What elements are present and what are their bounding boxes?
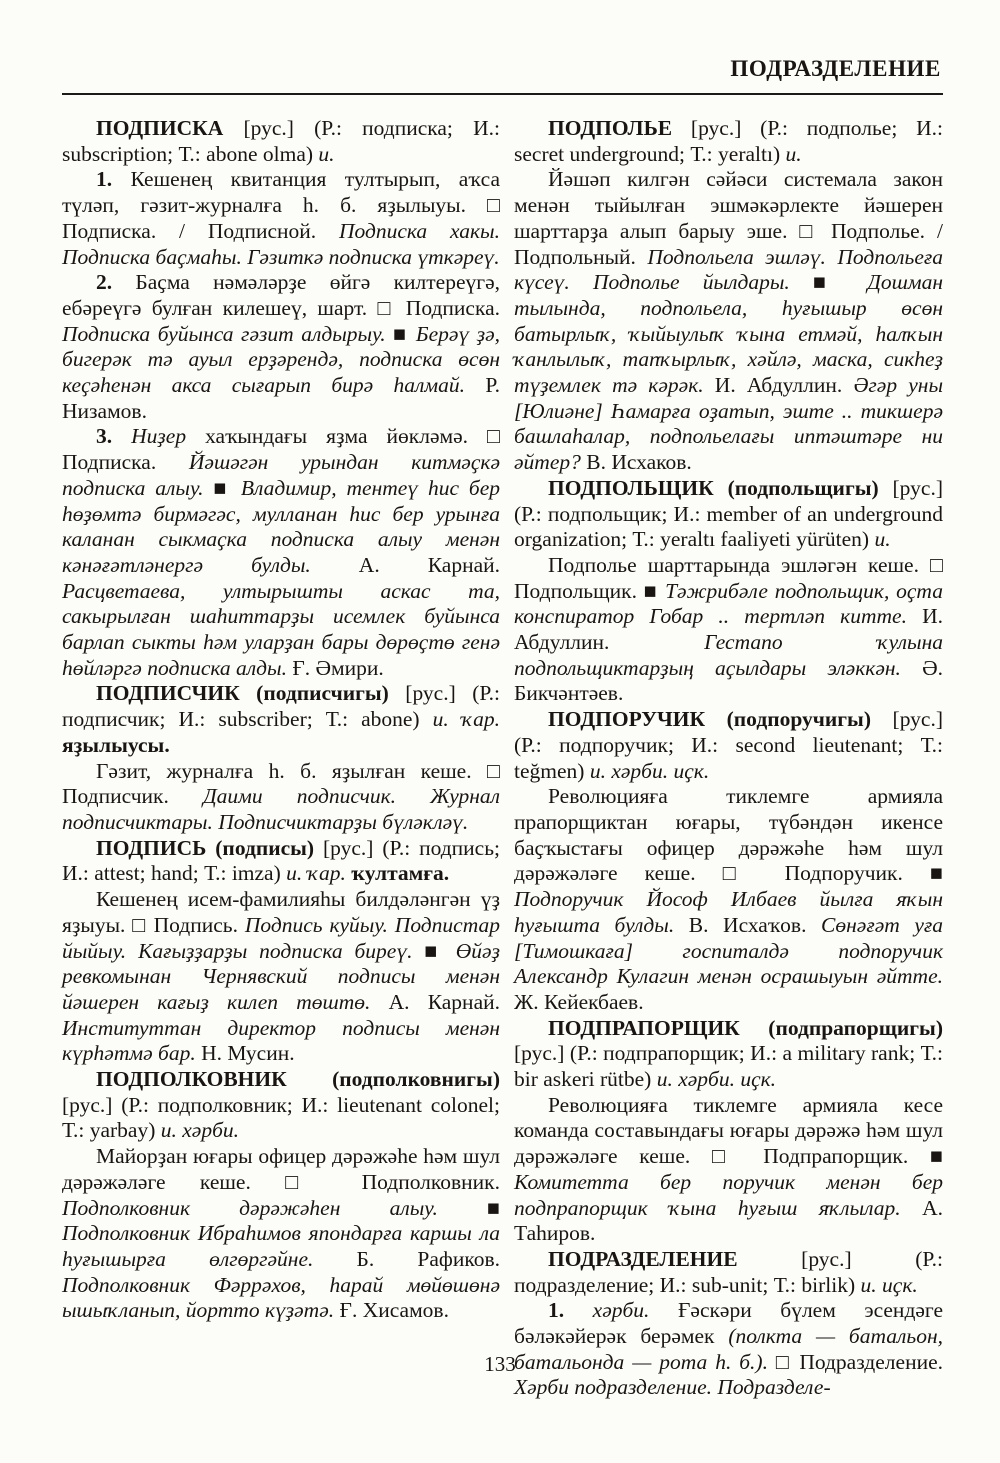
text-segment: ПОДПОРУЧИК (подпоручигы) bbox=[548, 707, 871, 732]
text-segment: ■ bbox=[437, 1195, 500, 1220]
text-segment: яҙылыусы. bbox=[62, 732, 170, 757]
text-segment: В. Исхаҡов. bbox=[674, 912, 822, 937]
text-segment: Институттан директор подписы менән күрһәтмә бар. bbox=[62, 1015, 500, 1066]
text-segment: Кешенең квитанция тултырып, аҡса түләп, гәзит-журналға һ. б. яҙылыуы. □ Подписка. / Подписной. bbox=[62, 167, 500, 243]
text-segment: Ғ. Әмири. bbox=[286, 655, 384, 680]
text-segment: ҡултамға. bbox=[345, 861, 450, 886]
text-segment: И. Абдуллин. bbox=[514, 604, 943, 655]
text-segment: ■ bbox=[385, 321, 416, 346]
text-segment: ПОДПОЛЬЩИК (подпольщигы) bbox=[548, 475, 879, 500]
text-segment: ПОДПОЛЬЕ bbox=[548, 116, 673, 140]
text-segment: хаҡындағы яҙма йөкләмә. □ Подписка. bbox=[62, 424, 500, 475]
text-segment: [рус.] (Р.: подпоручик; И.: second lieutenant; Т.: teğmen) bbox=[514, 707, 943, 783]
text-segment: Подполье шарттарында эшләгән кеше. □ Подпольщик. ■ bbox=[514, 552, 943, 603]
text-segment: хәрби. bbox=[564, 1298, 650, 1323]
text-segment: Йәшәп килгән сәйәси системала закон менән тыйылған эшмәкәрлекте йәшерен шарттарҙа алып барыу эше. □ Подполье. / Подпольный. bbox=[514, 167, 943, 269]
text-segment: Берәү ҙә, бигерәк тә ауыл ерҙәрендә, подписка өсөн кеҫәһенән акса сығарып бирә һалмай. bbox=[62, 321, 501, 398]
text-segment: А. Карнай. bbox=[370, 989, 500, 1014]
text-segment: [рус.] (Р.: подпольщик; И.: member of an underground organization; Т.: yeraltı faaliyeti yürüten) bbox=[514, 475, 943, 552]
text-segment: И. Абдуллин. bbox=[703, 373, 854, 398]
text-segment: Н. Мусин. bbox=[195, 1041, 295, 1066]
text-segment: Подполковник дәрәжәһен алыу. bbox=[62, 1195, 438, 1220]
text-segment: Гәзит, журналға һ. б. яҙылған кеше. □ Подписчик. bbox=[62, 758, 500, 809]
entry-headword-paragraph bbox=[62, 681, 500, 758]
text-segment: ПОДПОЛКОВНИК (подполковнигы) bbox=[96, 1067, 500, 1092]
text-segment: Ж. Кейекбаев. bbox=[514, 989, 644, 1014]
header-rule bbox=[62, 93, 943, 95]
left-column bbox=[62, 116, 500, 1401]
entry-headword-paragraph bbox=[514, 1016, 943, 1093]
text-segment: Дошман тылында, подпольела, һуғышыр өсөн батырлыҡ, ҡыйыулыҡ ҡына етмәй, һалҡын ҡанлылыҡ, тапҡырлыҡ, хәйлә, маска, сикһеҙ түҙемлек тә кәрәк. bbox=[514, 270, 943, 398]
text-segment: ■ bbox=[203, 475, 241, 500]
guide-word: ПОДРАЗДЕЛЕНИЕ bbox=[730, 56, 941, 81]
body-paragraph bbox=[62, 167, 500, 270]
text-segment: и. ҡар. bbox=[286, 861, 346, 886]
text-columns bbox=[62, 116, 943, 1401]
body-paragraph bbox=[62, 887, 500, 1067]
text-segment: Даими подписчик. Журнал подписчиктары. Подписчиктарҙы бүләкләү. bbox=[62, 784, 500, 834]
text-segment: А. Таһиров. bbox=[514, 1195, 943, 1246]
text-segment: Расцветаева, ултырышты аскас та, сакырылған шаһиттарҙы исемлек буйынса барлап сыкты һәм уларҙан бары дөрөҫтө генә һөйләргә подписка алды. bbox=[62, 578, 500, 680]
entry-headword-paragraph bbox=[514, 116, 943, 167]
text-segment: Сөнәғәт уға [Тимошкаға] госпиталдә подпоручик Александр Кулагин менән осрашыуын әйтте. bbox=[514, 912, 943, 989]
text-segment: Революцияға тиклемге армияла прапорщиктан юғары, түбәндән икенсе баҫҡыстағы офицер дәрәжәһе һәм шул дәрәжәләге кеше. □ Подпоручик. ■ bbox=[514, 784, 943, 886]
body-paragraph bbox=[514, 1093, 943, 1247]
text-segment: Ғәскәри бүлем эсендәге бәләкәйерәк берәмек bbox=[514, 1298, 943, 1349]
text-segment: Подписка хакы. Подписка баҫмаһы. Гәзиткә подписка үткәреү. bbox=[62, 218, 500, 269]
text-segment: Б. Рафиков. bbox=[313, 1246, 500, 1271]
body-paragraph bbox=[62, 1144, 500, 1324]
text-segment: А. Карнай. bbox=[310, 552, 500, 577]
text-segment: ПОДРАЗДЕЛЕНИЕ bbox=[548, 1246, 738, 1271]
body-paragraph bbox=[62, 270, 500, 424]
text-segment: [рус.] (Р.: подполковник; И.: lieutenant colonel; Т.: yarbay) bbox=[62, 1092, 500, 1143]
text-segment: Ғ. Хисамов. bbox=[334, 1298, 449, 1323]
text-segment: В. Исхаков. bbox=[580, 450, 692, 475]
text-segment: Баҫма нәмәләрҙе өйгә килтереүгә, ебәреүгә булған килешеү, шарт. □ Подписка. bbox=[62, 270, 500, 320]
text-segment: и. bbox=[785, 141, 802, 166]
text-segment: Подполковник Фәррәхов, һарай мөйөшөнә ышыҡланып, йортто күҙәтә. bbox=[62, 1272, 500, 1323]
entry-headword-paragraph bbox=[62, 836, 500, 887]
text-segment: и. хәрби. bbox=[160, 1118, 240, 1143]
text-segment: [рус.] (Р.: подразделение; И.: sub-unit; Т.: birlik) bbox=[514, 1246, 943, 1297]
text-segment: Гестапо ҡулына подпольщиктарҙың аҫылдары эләккән. bbox=[514, 630, 943, 680]
text-segment: и. хәрби. иҫк. bbox=[656, 1067, 777, 1092]
text-segment: Подпольела эшләү. Подпольеға күсеү. Подполье йылдары. bbox=[514, 244, 943, 295]
body-paragraph bbox=[62, 424, 500, 681]
text-segment: 2. bbox=[96, 270, 113, 295]
page-number: 133 bbox=[484, 1352, 516, 1376]
text-segment: Подписка буйынса гәзит алдырыу. bbox=[62, 321, 386, 346]
text-segment: Подполковник Ибраһимов япондарға каршы ла һуғышырға өлгөргәйне. bbox=[62, 1221, 500, 1271]
text-segment: ПОДПИСКА bbox=[96, 116, 224, 140]
text-segment: [рус.] (Р.: подписчик; И.: subscriber; Т.: abone) bbox=[62, 681, 500, 732]
entry-headword-paragraph bbox=[514, 476, 943, 553]
entry-headword-paragraph bbox=[514, 707, 943, 784]
text-segment: ПОДПИСЧИК (подписчигы) bbox=[96, 681, 389, 706]
text-segment: 3. bbox=[96, 424, 113, 449]
text-segment: Комитетта бер поручик менән бер подпрапорщик ҡына һуғыш яҡлылар. bbox=[514, 1169, 943, 1220]
text-segment: Подпись куйыу. Подпистар йыйыу. Кағыҙҙарҙы подписка биреү. bbox=[62, 912, 501, 963]
text-segment: Хәрби подразделение. Подразделе- bbox=[514, 1375, 831, 1400]
body-paragraph bbox=[514, 553, 943, 707]
body-paragraph bbox=[62, 759, 500, 836]
text-segment: Әгәр уны [Юлиәне] Һамарға оҙатып, эште .. тикшерә башлаһалар, подпольелағы иптәштәре ни әйтер? bbox=[514, 373, 944, 475]
body-paragraph bbox=[514, 1298, 943, 1401]
text-segment: ■ bbox=[412, 938, 456, 963]
text-segment: и. иҫк. bbox=[860, 1272, 918, 1297]
text-segment: [рус.] (Р.: подпись; И.: attest; hand; Т.: imza) bbox=[62, 835, 500, 886]
text-segment: ПОДПИСЬ (подписы) bbox=[96, 835, 315, 860]
text-segment: ■ bbox=[789, 270, 868, 295]
entry-headword-paragraph bbox=[62, 116, 500, 167]
text-segment: и. хәрби. иҫк. bbox=[589, 758, 710, 783]
text-segment: Ә. Бикчәнтәев. bbox=[514, 655, 943, 706]
entry-headword-paragraph bbox=[62, 1067, 500, 1144]
text-segment: Подпоручик Йософ Илбаев йылға яҡын һуғышта булды. bbox=[514, 887, 943, 937]
text-segment: Майорҙан юғары офицер дәрәжәһе һәм шул дәрәжәләге кеше. □ Подполковник. bbox=[62, 1144, 500, 1194]
text-segment: Ниҙер bbox=[112, 424, 187, 449]
text-segment: 1. bbox=[548, 1298, 565, 1323]
text-segment: [рус.] (Р.: подпрапорщик; И.: a military rank; Т.: bir askeri rütbe) bbox=[514, 1041, 943, 1092]
text-segment: и. bbox=[874, 527, 891, 552]
text-segment: ПОДПРАПОРЩИК (подпрапорщигы) bbox=[548, 1015, 943, 1040]
text-segment: Кешенең исем-фамилияһы билдәләнгән үҙ яҙыуы. □ Подпись. bbox=[62, 887, 500, 937]
text-segment: Тәжрибәле подпольщик, оҫта конспиратор Гобар .. тертләп китте. bbox=[514, 578, 943, 629]
text-segment: [рус.] (Р.: подписка; И.: subscription; Т.: abone olma) bbox=[62, 116, 500, 166]
text-segment: (полкта — батальон, батальонда — рота һ. б.). bbox=[514, 1324, 943, 1374]
text-segment: Р. Низамов. bbox=[62, 373, 500, 423]
entry-headword-paragraph bbox=[514, 1247, 943, 1298]
text-segment: Владимир, тентеү һис бер һөҙөмтә бирмәгәс, мулланан һис бер урынға каланан сыкмаҫка подписка алыу менән кәнәғәтләнергә булды. bbox=[62, 475, 500, 577]
body-paragraph bbox=[514, 784, 943, 1015]
text-segment: и. bbox=[318, 141, 335, 166]
running-head bbox=[62, 56, 943, 93]
text-segment: Өйәҙ ревкомынан Чернявский подписы менән йәшерен кағыҙ килеп төштө. bbox=[62, 938, 500, 1014]
right-column bbox=[514, 116, 943, 1401]
text-segment: [рус.] (Р.: подполье; И.: secret underground; Т.: yeraltı) bbox=[514, 116, 943, 166]
text-segment: и. ҡар. bbox=[432, 707, 500, 732]
body-paragraph bbox=[514, 167, 943, 475]
text-segment: Йәшәгән урындан китмәҫкә подписка алыу. bbox=[62, 450, 500, 500]
text-segment: 1. bbox=[96, 167, 113, 192]
text-segment: Революцияға тиклемге армияла кесе команда составындағы юғары дәрәжә һәм шул дәрәжәләге кеше. □ Подпрапорщик. ■ bbox=[514, 1092, 943, 1169]
text-segment: □ Подразделение. bbox=[767, 1349, 943, 1374]
